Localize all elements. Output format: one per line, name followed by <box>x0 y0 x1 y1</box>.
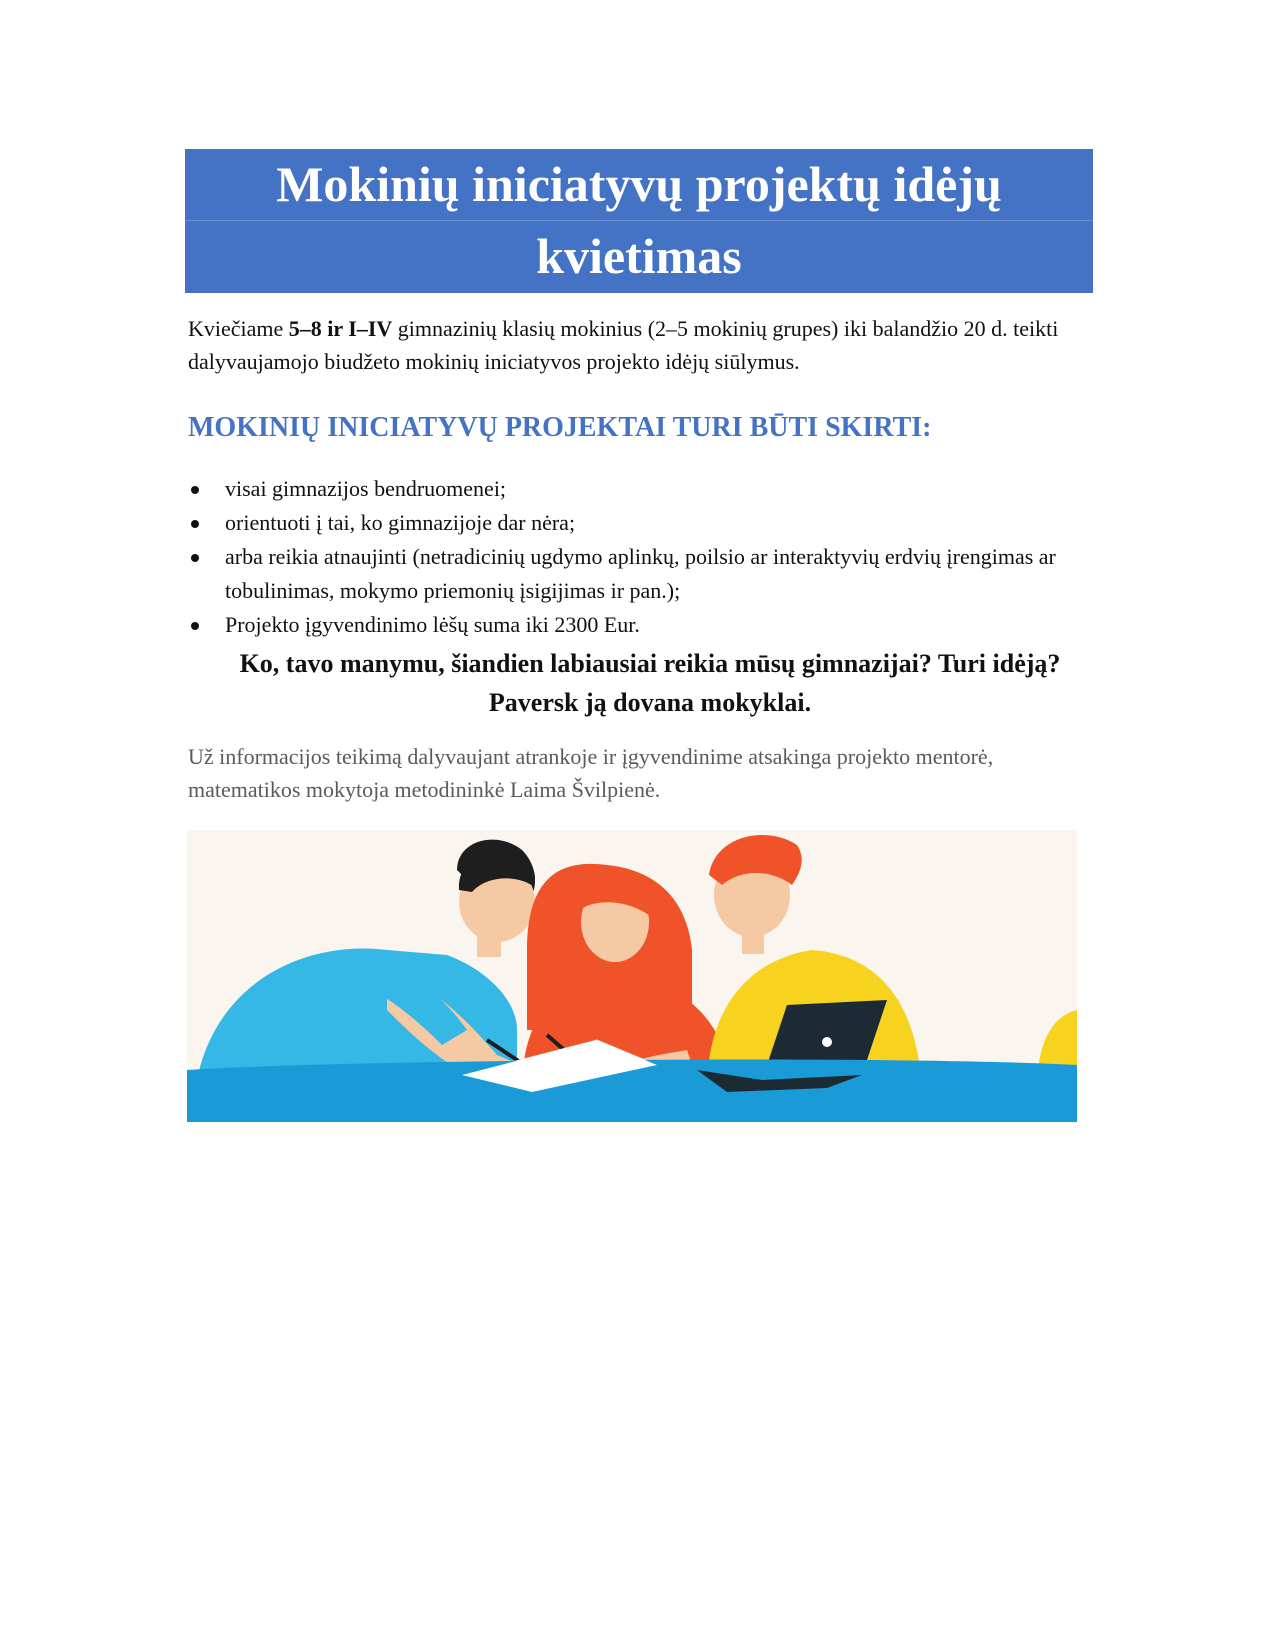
bullet-icon <box>191 554 199 562</box>
bullet-icon <box>191 622 199 630</box>
list-item <box>188 472 1068 506</box>
list-item <box>188 540 1068 608</box>
title-line-1: Mokinių iniciatyvų projektų idėjų <box>276 156 1002 212</box>
list-item <box>188 608 1068 642</box>
students-illustration <box>187 830 1077 1122</box>
intro-text-start: Kviečiame <box>188 316 289 341</box>
list-item-text: visai gimnazijos bendruomenei; <box>225 476 507 501</box>
intro-grades-bold: 5–8 ir I–IV <box>288 316 393 341</box>
list-item-text: arba reikia atnaujinti (netradicinių ugdymo aplinkų, poilsio ar interaktyvių erdvių įrengimas ar tobulinimas, mokymo priemonių įsigijimas ir pan.); <box>225 544 1056 603</box>
requirements-list <box>188 472 1068 642</box>
students-working-image <box>187 830 1077 1122</box>
mentor-note: Už informacijos teikimą dalyvaujant atrankoje ir įgyvendinime atsakinga projekto mentorė, matematikos mokytoja metodininkė Laima Švilpienė. <box>188 744 994 802</box>
intro-text-end: gimnazinių klasių mokinius (2–5 mokinių grupes) iki balandžio 20 d. teikti dalyvaujamojo biudžeto mokinių iniciatyvos projekto idėjų siūlymus. <box>188 316 1059 374</box>
bullet-icon <box>191 520 199 528</box>
bullet-icon <box>191 486 199 494</box>
title-banner <box>185 149 1093 293</box>
intro-paragraph <box>188 312 1078 378</box>
list-item <box>188 506 1068 540</box>
title-line-2: kvietimas <box>536 228 742 284</box>
call-to-action-question: Ko, tavo manymu, šiandien labiausiai reikia mūsų gimnazijai? Turi idėją? Paversk ją dovana mokyklai. <box>239 649 1061 717</box>
list-item-text: Projekto įgyvendinimo lėšų suma iki 2300 Eur. <box>225 612 640 637</box>
section-heading: MOKINIŲ INICIATYVŲ PROJEKTAI TURI BŪTI SKIRTI: <box>188 412 932 443</box>
list-item-text: orientuoti į tai, ko gimnazijoje dar nėra; <box>225 510 576 535</box>
